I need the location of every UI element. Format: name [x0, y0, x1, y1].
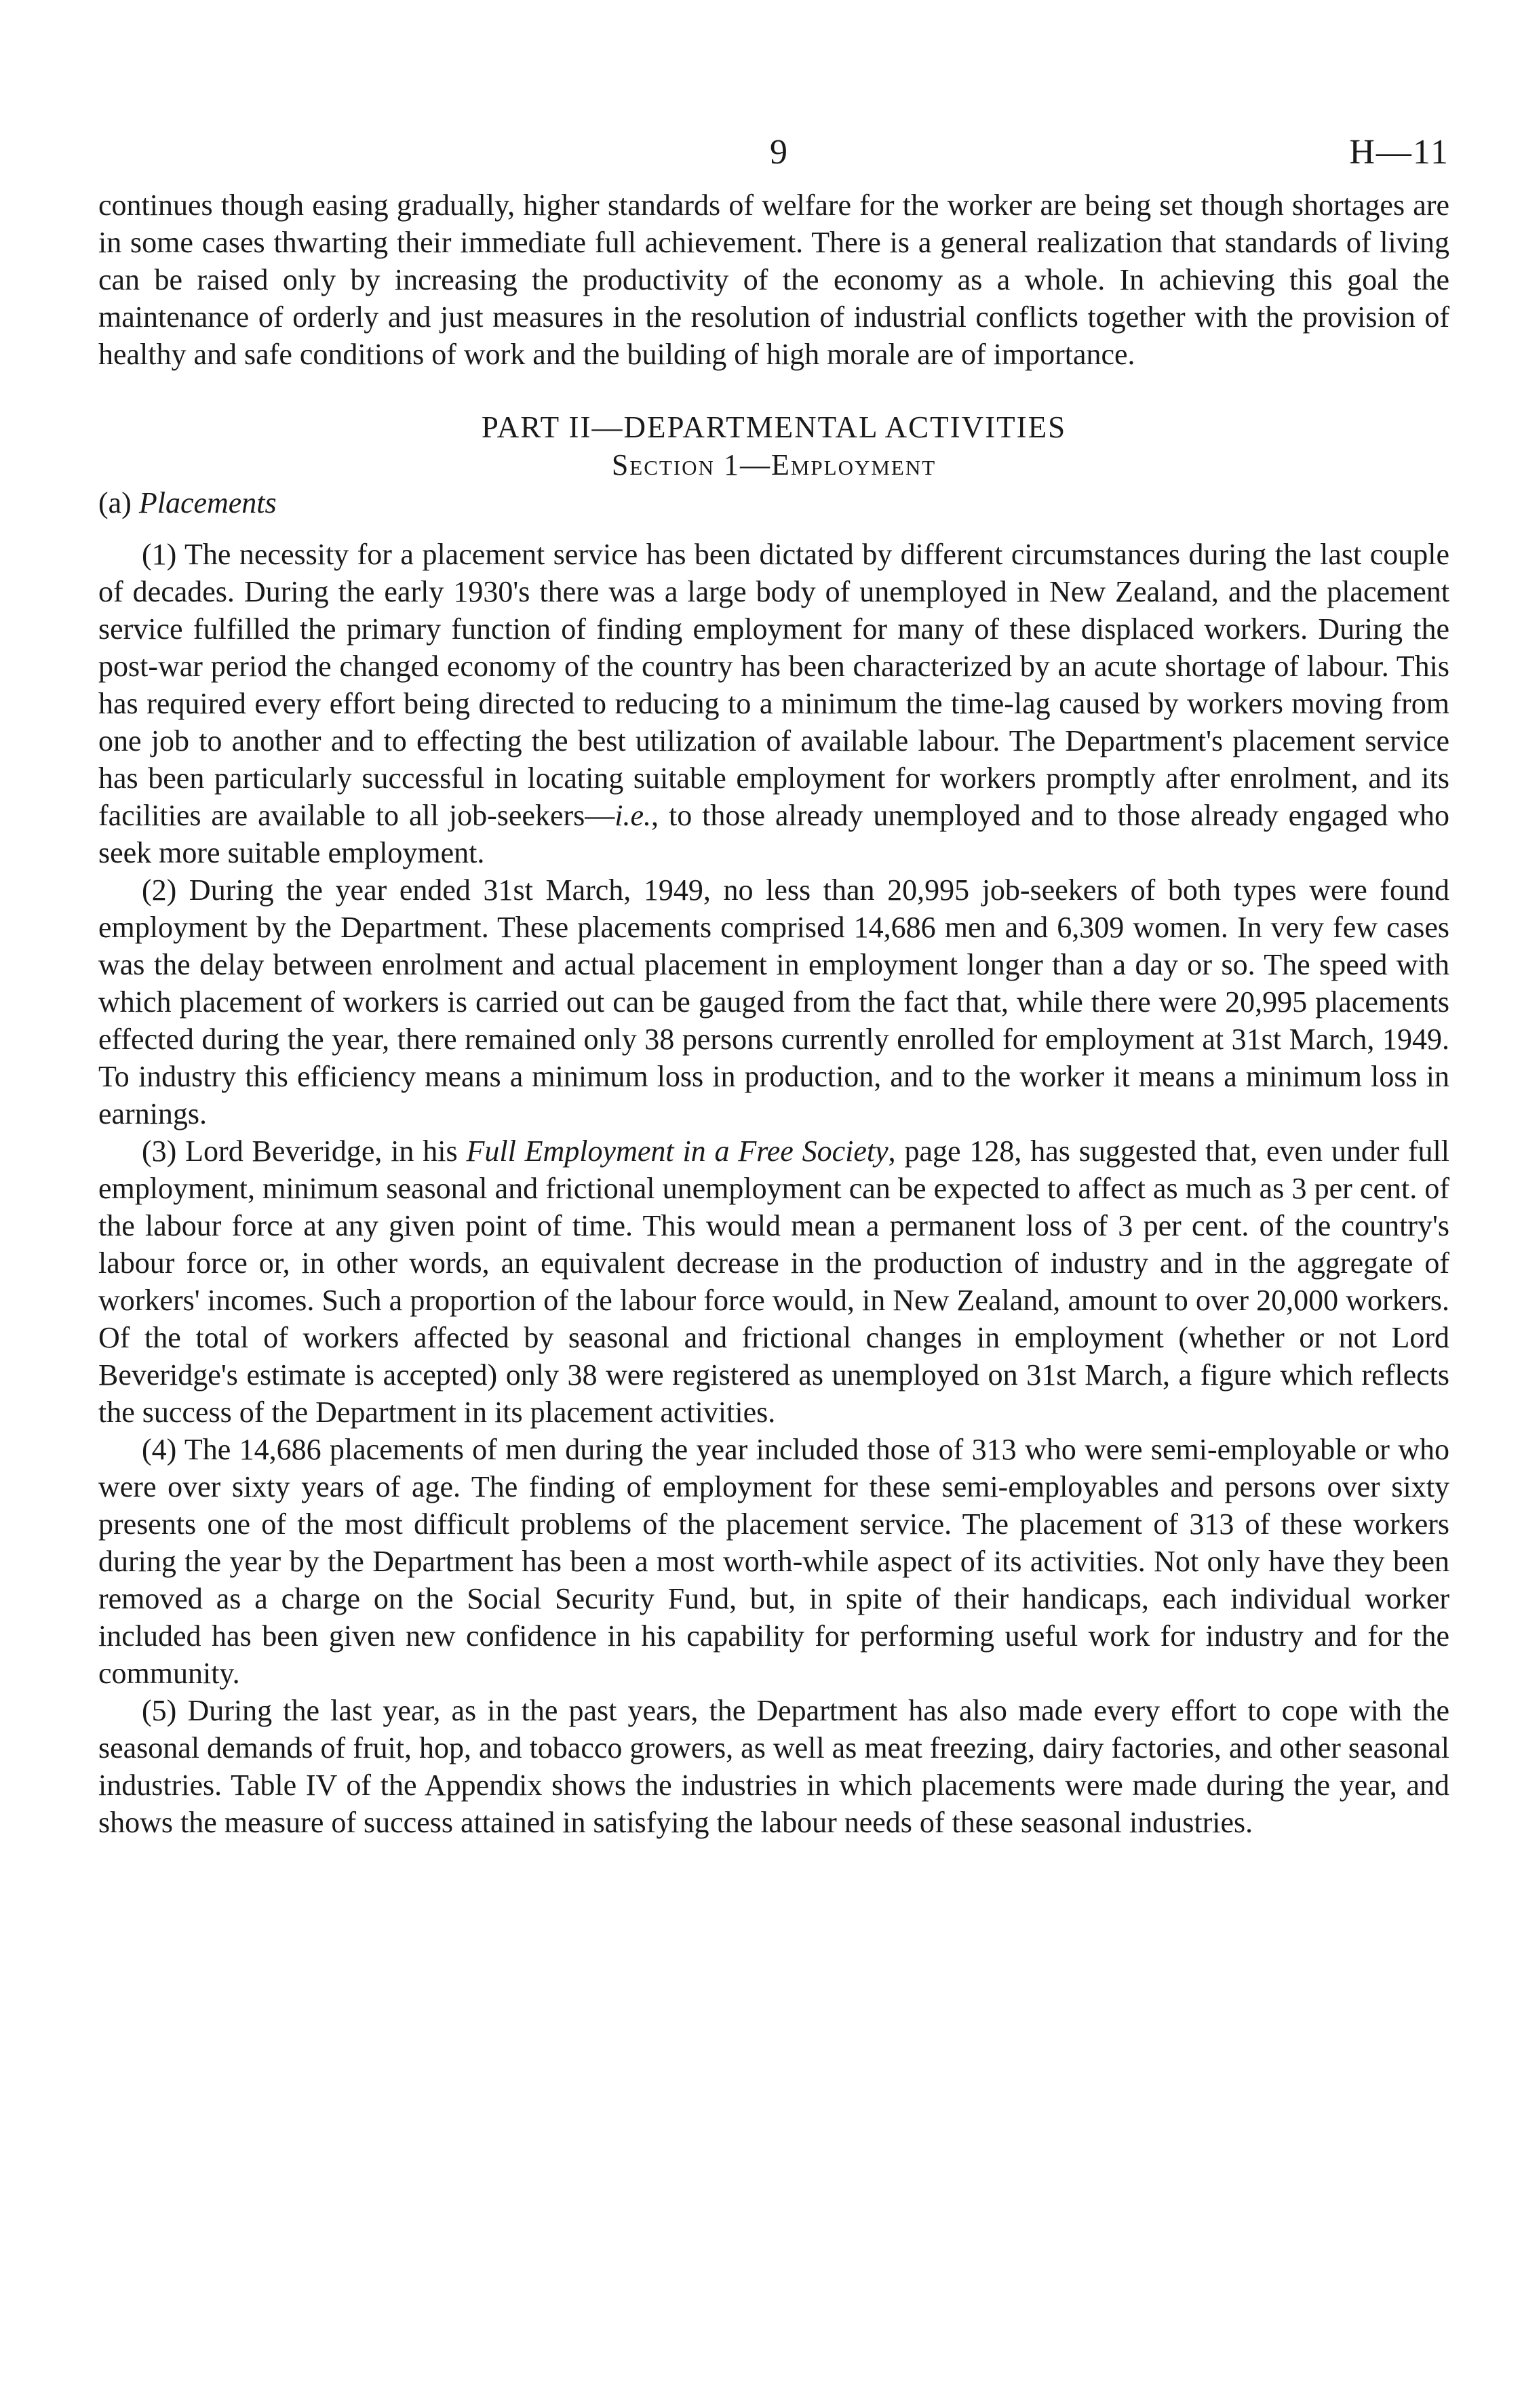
subsection-heading — [98, 484, 1449, 522]
running-header — [98, 132, 1449, 186]
paragraph-number: (1) — [142, 538, 177, 571]
document-page — [98, 132, 1449, 1841]
paragraph-4 — [98, 1431, 1449, 1692]
document-code: H—11 — [1349, 133, 1449, 172]
paragraph-1 — [98, 536, 1449, 871]
paragraph-5 — [98, 1692, 1449, 1841]
paragraph-text: During the year ended 31st March, 1949, no less than 20,995 job-seekers of both types were found employment by the Department. These placements comprised 14,686 men and 6,309 women. In very few cases was the delay between enrolment and actual placement in employment longer than a day or so. The speed with which placement of workers is carried out can be gauged from the fact that, while there were 20,995 placements effected during the year, there remained only 38 persons currently enrolled for employment at 31st March, 1949. To industry this efficiency means a minimum loss in production, and to the worker it means a minimum loss in earnings. — [98, 873, 1449, 1130]
paragraph-number: (5) — [142, 1694, 177, 1727]
paragraph-number: (2) — [142, 873, 177, 907]
page-number: 9 — [770, 133, 787, 172]
paragraph-3 — [98, 1132, 1449, 1431]
subsection-label: (a) — [98, 486, 132, 519]
paragraph-text-lead: Lord Beveridge, in his — [185, 1134, 467, 1168]
paragraph-text: The necessity for a placement service has been dictated by different circumstances during the last couple of decades. During the early 1930's there was a large body of unemployed in New Zealand, and the placement service fulfilled the primary function of finding employment for many of these displaced workers. During the post-war period the changed economy of the country has been characterized by an acute shortage of labour. This has required every effort being directed to reducing to a minimum the time-lag caused by workers moving from one job to another and to effecting the best utilization of available labour. The Department's placement service has been particularly successful in locating suitable employment for workers promptly after enrolment, and its facilities are available to all job-seekers— — [98, 538, 1449, 832]
intro-paragraph: continues though easing gradually, higher standards of welfare for the worker are being set though shortages are in some cases thwarting their immediate full achievement. There is a general realization that standards of living can be raised only by increasing the productivity of the economy as a whole. In achieving this goal the maintenance of orderly and just measures in the resolution of industrial conflicts together with the provision of healthy and safe conditions of work and the building of high morale are of importance. — [98, 189, 1449, 371]
paragraph-text: , page 128, has suggested that, even under full employment, minimum seasonal and frictional unemployment can be expected to affect as much as 3 per cent. of the labour force at any given point of time. This would mean a permanent loss of 3 per cent. of the country's labour force or, in other words, an equivalent decrease in the production of industry and in the aggregate of workers' incomes. Such a proportion of the labour force would, in New Zealand, amount to over 20,000 workers. Of the total of workers affected by seasonal and frictional changes in employment (whether or not Lord Beveridge's estimate is accepted) only 38 were registered as unemployed on 31st March, a figure which reflects the success of the Department in its placement activities. — [98, 1134, 1450, 1429]
paragraph-number: (3) — [142, 1134, 177, 1168]
abbreviation-ie: i.e. — [614, 799, 652, 832]
section-heading: Section 1—Employment — [611, 448, 937, 481]
paragraph-number: (4) — [142, 1433, 177, 1466]
paragraph-text-continued: , to those already unemployed and to those already engaged who seek more suitable employment. — [98, 799, 1449, 869]
part-heading: PART II—DEPARTMENTAL ACTIVITIES — [481, 410, 1067, 444]
paragraph-text: The 14,686 placements of men during the year included those of 313 who were semi-employable or who were over sixty years of age. The finding of employment for these semi-employables and persons over sixty presents one of the most difficult problems of the placement service. The placement of 313 of these workers during the year by the Department has been a most worth-while aspect of its activities. Not only have they been removed as a charge on the Social Security Fund, but, in spite of their handicaps, each individual worker included has been given new confidence in his capability for performing useful work for industry and for the community. — [98, 1433, 1449, 1690]
paragraph-text: During the last year, as in the past years, the Department has also made every effort to cope with the seasonal demands of fruit, hop, and tobacco growers, as well as meat freezing, dairy factories, and other seasonal industries. Table IV of the Appendix shows the industries in which placements were made during the year, and shows the measure of success attained in satisfying the labour needs of these seasonal industries. — [98, 1694, 1449, 1839]
paragraph-2 — [98, 871, 1449, 1132]
subsection-title: Placements — [138, 486, 277, 519]
book-title: Full Employment in a Free Society — [466, 1134, 889, 1168]
